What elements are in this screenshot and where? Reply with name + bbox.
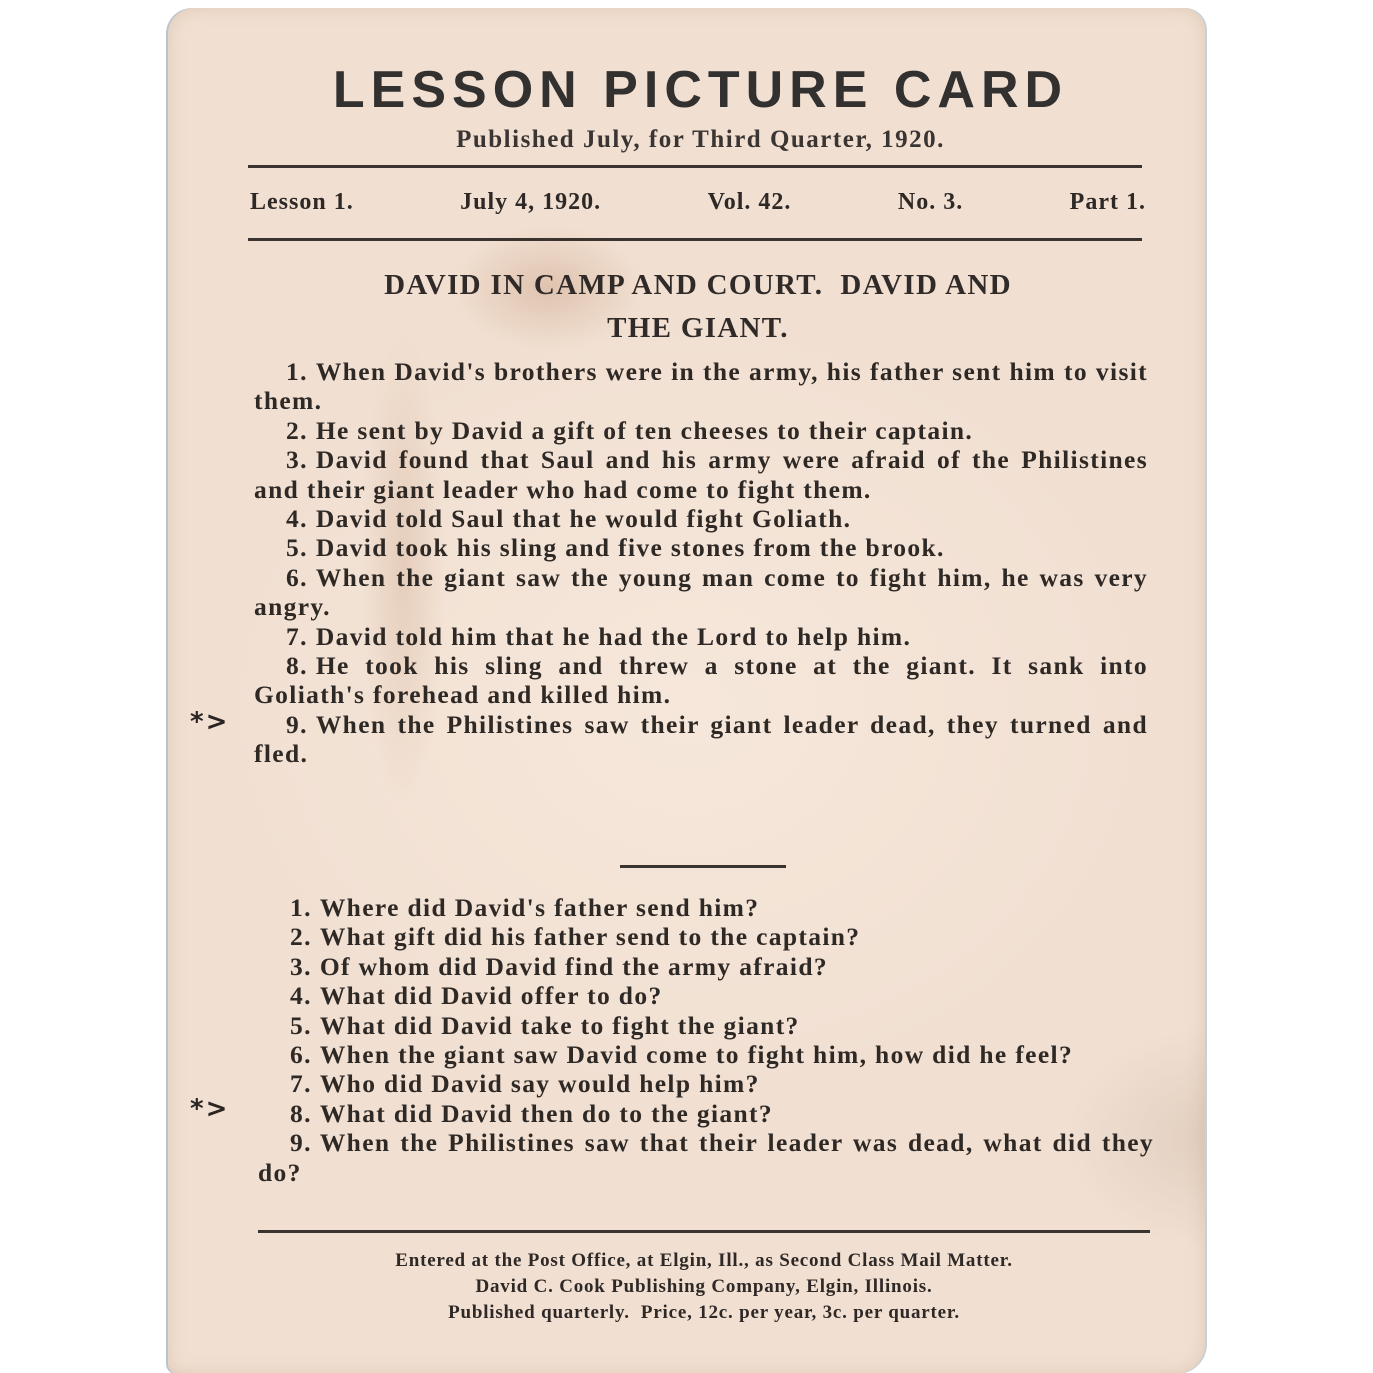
question-number: 4. — [290, 981, 312, 1011]
paragraph-number: 2. — [286, 415, 308, 445]
divider-meta — [248, 238, 1142, 241]
paragraph-text: He took his sling and threw a stone at the giant. It sank into Goliath's forehead and killed him. — [254, 651, 1148, 710]
paragraph-number: 7. — [286, 621, 308, 651]
paragraph-number: 5. — [286, 533, 308, 563]
story-paragraph — [254, 533, 1148, 562]
question-text: Of whom did David find the army afraid? — [319, 951, 828, 981]
paragraph-text: When David's brothers were in the army, his father sent him to visit them. — [254, 357, 1148, 416]
divider-footer — [258, 1230, 1150, 1233]
part-number: Part 1. — [1069, 189, 1146, 215]
question-text: When the Philistines saw that their leader was dead, what did they do? — [258, 1128, 1154, 1187]
question-text: What did David then do to the giant? — [319, 1098, 773, 1128]
lesson-date: July 4, 1920. — [460, 189, 602, 215]
question-list — [258, 893, 1154, 1187]
story-paragraph — [254, 622, 1148, 651]
footer-postal-notice: Entered at the Post Office, at Elgin, Ill., as Second Class Mail Matter. — [395, 1250, 1013, 1271]
story-paragraph — [254, 357, 1148, 416]
lesson-meta-row — [250, 189, 1146, 216]
question-number: 6. — [290, 1040, 312, 1070]
lesson-number: Lesson 1. — [250, 189, 354, 215]
story-paragraph — [254, 445, 1148, 504]
publisher-footer — [248, 1248, 1160, 1326]
question-number: 1. — [290, 893, 312, 922]
paragraph-number: 3. — [286, 445, 308, 475]
paragraph-number: 9. — [286, 709, 308, 739]
lesson-heading-line-1: DAVID IN CAMP AND COURT. DAVID AND — [384, 269, 1012, 301]
question-number: 7. — [290, 1069, 312, 1099]
question-number: 9. — [290, 1128, 312, 1158]
question-text: Who did David say would help him? — [319, 1069, 760, 1099]
paragraph-text: When the Philistines saw their giant leader dead, they turned and fled. — [254, 709, 1148, 769]
question-number: 3. — [290, 951, 312, 981]
question-text: What did David offer to do? — [319, 981, 663, 1011]
card-subtitle: Published July, for Third Quarter, 1920. — [456, 126, 945, 153]
question-item — [258, 1040, 1154, 1069]
lesson-heading-line-2: THE GIANT. — [607, 312, 789, 344]
question-number: 5. — [290, 1010, 312, 1040]
lesson-heading — [248, 264, 1148, 350]
paragraph-text: David found that Saul and his army were afraid of the Philistines and their giant leader who had come to fight them. — [254, 445, 1148, 504]
paragraph-number: 8. — [286, 651, 308, 681]
volume-number: Vol. 42. — [707, 189, 792, 215]
story-paragraph — [254, 710, 1148, 769]
question-text: What gift did his father send to the captain? — [319, 922, 861, 952]
footer-price: Published quarterly. Price, 12c. per year, 3c. per quarter. — [448, 1302, 960, 1323]
question-item — [258, 893, 1154, 922]
handwritten-star-arrow-icon: *> — [190, 1094, 230, 1124]
paragraph-text: When the giant saw the young man come to fight him, he was very angry. — [254, 562, 1148, 622]
question-item — [258, 981, 1154, 1010]
question-text: When the giant saw David come to fight him, how did he feel? — [319, 1040, 1074, 1070]
question-number: 2. — [290, 922, 312, 952]
section-divider — [620, 865, 786, 868]
question-item — [258, 1099, 1154, 1128]
story-paragraph — [254, 416, 1148, 445]
paragraph-text: David told him that he had the Lord to help him. — [315, 621, 912, 651]
paragraph-text: He sent by David a gift of ten cheeses to their captain. — [315, 415, 974, 445]
paragraph-number: 4. — [286, 504, 308, 534]
lesson-picture-card — [168, 8, 1205, 1373]
story-paragraph — [254, 563, 1148, 622]
divider-top — [248, 165, 1142, 168]
paragraph-text: David took his sling and five stones from the brook. — [315, 533, 945, 563]
question-text: Where did David's father send him? — [319, 893, 760, 922]
story-paragraph — [254, 651, 1148, 710]
paragraph-number: 1. — [286, 357, 308, 386]
paragraph-text: David told Saul that he would fight Goliath. — [315, 504, 852, 534]
question-item — [258, 1011, 1154, 1040]
question-item — [258, 1069, 1154, 1098]
footer-publisher: David C. Cook Publishing Company, Elgin, Illinois. — [475, 1276, 933, 1297]
story-paragraphs — [254, 357, 1148, 769]
handwritten-star-arrow-icon: *> — [190, 707, 230, 737]
story-paragraph — [254, 504, 1148, 533]
paragraph-number: 6. — [286, 562, 308, 592]
question-item — [258, 952, 1154, 981]
question-item — [258, 922, 1154, 951]
question-text: What did David take to fight the giant? — [319, 1010, 800, 1040]
issue-number: No. 3. — [897, 189, 964, 215]
question-item — [258, 1128, 1154, 1187]
question-number: 8. — [290, 1098, 312, 1128]
card-title: LESSON PICTURE CARD — [332, 61, 1069, 119]
